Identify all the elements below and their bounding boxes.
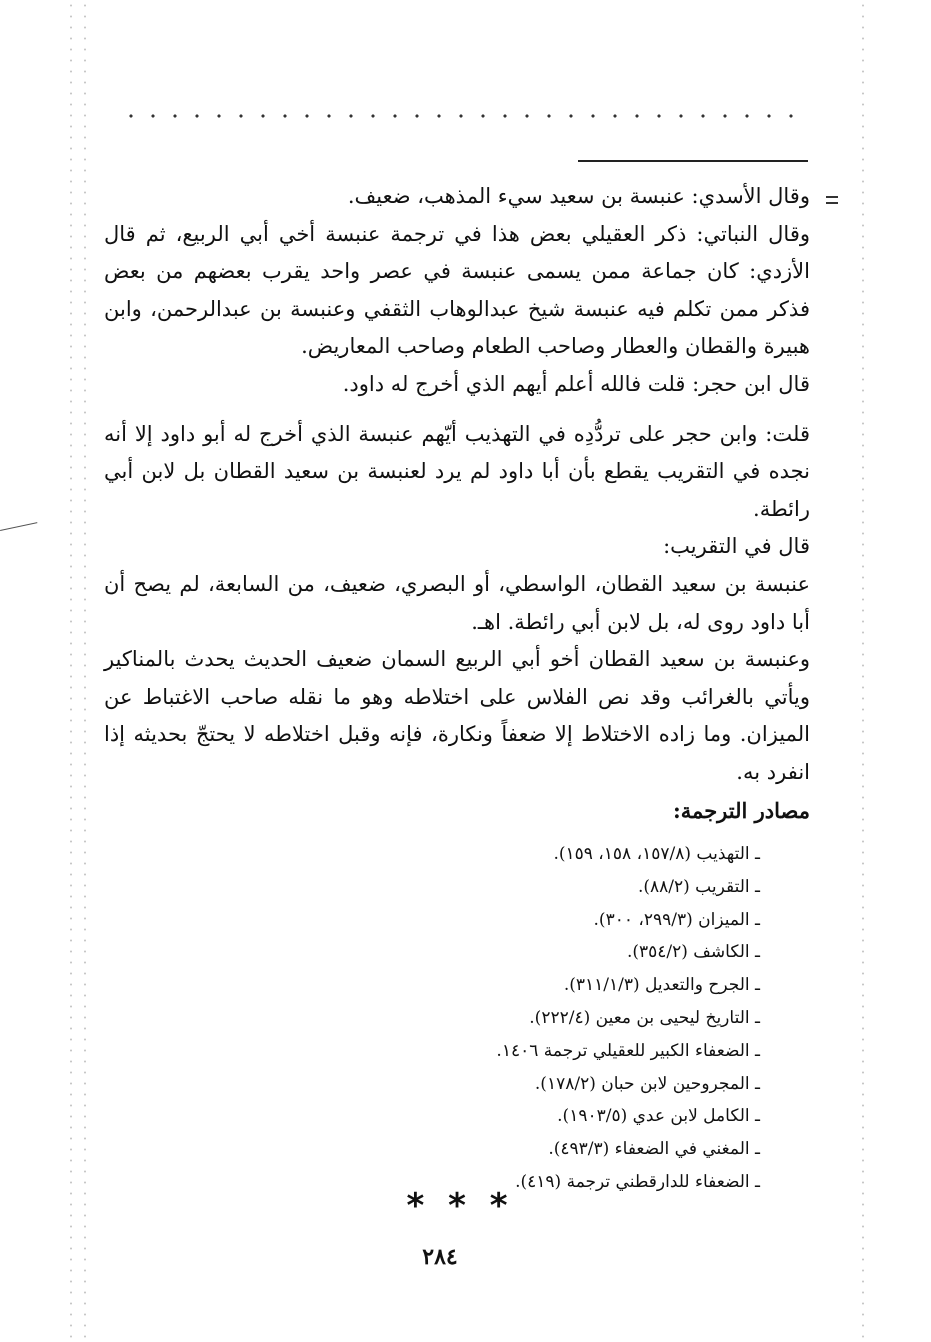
source-item: ـ الجرح والتعديل (٣١١/١/٣). (563, 975, 760, 996)
source-item: ـ المغني في الضعفاء (٤٩٣/٣). (548, 1139, 760, 1160)
paragraph-asadi: وقال الأسدي: عنبسة بن سعيد سيء المذهب، ضعيف. (347, 184, 810, 208)
source-item: ـ الميزان (٢٩٩/٣، ٣٠٠). (593, 909, 760, 930)
paragraph-anbasa-summary: وعنبسة بن سعيد القطان أخو أبي الربيع السمان ضعيف الحديث يحدث بالمناكير ويأتي بالغرائب وقد نص الفلاس على اختلاطه وهو ما نقله صاحب الاغتباط عن الميزان. وما زاده الاختلاط إلا ضعفاً ونكارة، فإنه وقبل اختلاطه لا يحتجّ بحديثه إذا انفرد به. (104, 647, 810, 784)
source-item: ـ التهذيب (١٥٧/٨، ١٥٨، ١٥٩). (553, 844, 760, 864)
source-item: ـ الضعفاء الكبير للعقيلي ترجمة ١٤٠٦. (496, 1040, 760, 1061)
paragraph-ibn-hajar: قال ابن حجر: قلت فالله أعلم أيهم الذي أخرج له داود. (342, 371, 810, 396)
main-text (104, 178, 810, 829)
scan-speckle-right (862, 0, 864, 1342)
paragraph-qultu: قلت: وابن حجر على تردُّدِه في التهذيب أيّهم عنبسة الذي أخرج له أبو داود إلا أنه نجده في التقريب يقطع بأن أبا داود لم يرد لعنبسة بن سعيد القطان بل لابن أبي رائطة. (104, 421, 810, 521)
margin-stroke (0, 522, 39, 541)
margin-mark (826, 196, 838, 204)
paragraph-gap (104, 404, 810, 416)
header-rule (578, 160, 808, 162)
source-item: ـ التاريخ ليحيى بن معين (٢٢٢/٤). (529, 1007, 760, 1028)
source-item: ـ التقريب (٨٨/٢). (637, 876, 760, 897)
page-number: ٢٨٤ (422, 1244, 458, 1270)
scan-speckle-left-2 (84, 0, 86, 1342)
source-item: ـ المجروحين لابن حبان (١٧٨/٢). (534, 1073, 760, 1094)
source-item: ـ الكاشف (٣٥٤/٢). (626, 942, 760, 963)
scan-speckle-left (70, 0, 72, 1342)
source-item: ـ الكامل لابن عدي (١٩٠٣/٥). (557, 1106, 760, 1127)
section-end-stars: * * * (406, 1186, 514, 1226)
paragraph-taqrib-quote: عنبسة بن سعيد القطان، الواسطي، أو البصري، ضعيف، من السابعة، لم يصح أن أبا داود روى له، بل لابن أبي رائطة. اهـ. (104, 571, 810, 634)
header-dotted-line (120, 112, 810, 120)
paragraph-nabati: وقال النباتي: ذكر العقيلي بعض هذا في ترجمة عنبسة أخي أبي الربيع، ثم قال الأزدي: كان جماعة ممن يسمى عنبسة في عصر واحد يقرب بعضهم من بعض فذكر ممن تكلم فيه عنبسة شيخ عبدالوهاب الثقفي وعنبسة بن عبدالرحمن، وابن هبيرة والقطان والعطار وصاحب الطعام وصاحب المعاريض. (104, 221, 810, 359)
paragraph-taqrib-heading: قال في التقريب: (663, 534, 810, 559)
sources-heading: مصادر الترجمة: (673, 797, 810, 823)
sources-list (300, 838, 760, 1199)
source-item: ـ الضعفاء للدارقطني ترجمة (٤١٩). (515, 1171, 760, 1192)
